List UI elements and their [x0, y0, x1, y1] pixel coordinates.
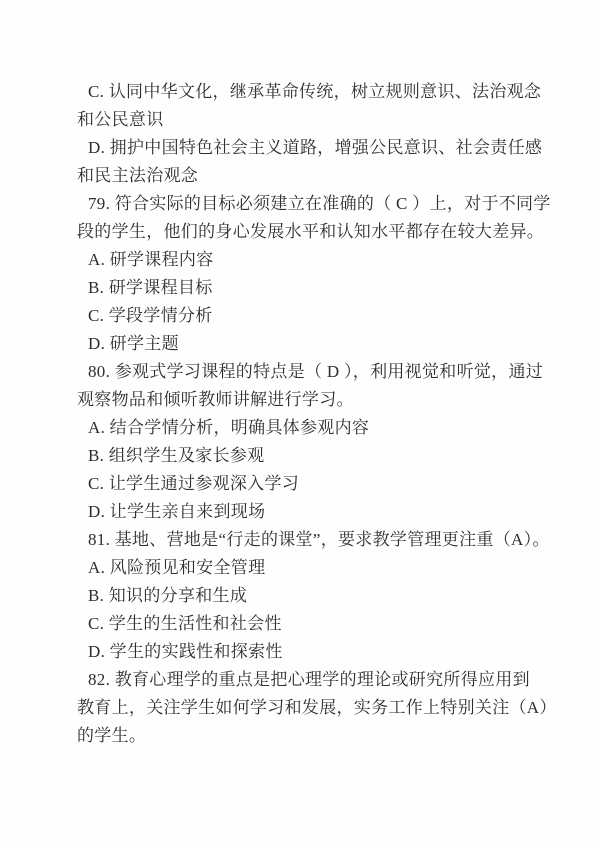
- question-82-stem-line-2: 教育上，关注学生如何学习和发展，实务工作上特别关注（A）: [77, 698, 557, 717]
- question-80-option-d: D. 让学生亲自来到现场: [88, 502, 266, 521]
- exam-text-block: [0, 78, 600, 750]
- question-81-option-a: A. 风险预见和安全管理: [88, 558, 266, 577]
- question-81-option-d: D. 学生的实践性和探索性: [88, 642, 283, 661]
- question-79-option-b: B. 研学课程目标: [88, 278, 213, 297]
- question-82-stem-line-1: 82. 教育心理学的重点是把心理学的理论或研究所得应用到: [88, 670, 530, 689]
- question-79-option-d: D. 研学主题: [88, 334, 179, 353]
- prev-question-option-c-line-2: 和公民意识: [77, 110, 164, 129]
- question-80-option-c: C. 让学生通过参观深入学习: [88, 474, 300, 493]
- question-79-stem-line-2: 段的学生，他们的身心发展水平和认知水平都存在较大差异。: [77, 222, 545, 241]
- question-81-option-c: C. 学生的生活性和社会性: [88, 614, 282, 633]
- prev-question-option-d-line-1: D. 拥护中国特色社会主义道路，增强公民意识、社会责任感: [88, 138, 543, 157]
- prev-question-option-d-line-2: 和民主法治观念: [77, 166, 199, 185]
- question-80-option-b: B. 组织学生及家长参观: [88, 446, 265, 465]
- question-80-option-a: A. 结合学情分析，明确具体参观内容: [88, 418, 370, 437]
- question-80-stem-line-2: 观察物品和倾听教师讲解进行学习。: [77, 390, 354, 409]
- question-79-option-c: C. 学段学情分析: [88, 306, 213, 325]
- question-81-option-b: B. 知识的分享和生成: [88, 586, 248, 605]
- question-82-stem-line-3: 的学生。: [77, 726, 147, 745]
- question-81-stem: 81. 基地、营地是“行走的课堂”，要求教学管理更注重（A）。: [88, 530, 550, 549]
- question-80-stem-line-1: 80. 参观式学习课程的特点是（ D ），利用视觉和听觉，通过: [88, 362, 544, 381]
- question-79-stem-line-1: 79. 符合实际的目标必须建立在准确的（ C ）上，对于不同学: [88, 194, 551, 213]
- question-79-option-a: A. 研学课程内容: [88, 250, 214, 269]
- prev-question-option-c-line-1: C. 认同中华文化，继承革命传统，树立规则意识、法治观念: [88, 82, 542, 101]
